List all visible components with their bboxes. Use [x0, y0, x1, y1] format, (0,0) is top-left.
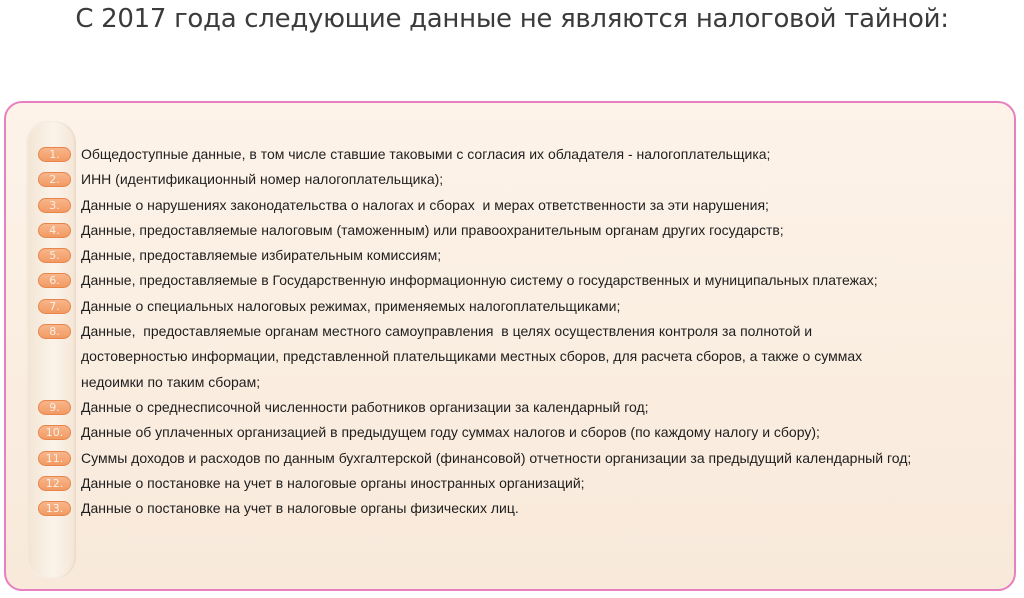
list-item: [38, 142, 1018, 167]
item-text: Данные об уплаченных организацией в предыдущем году суммах налогов и сборов (по каждому налогу и сбору);: [81, 424, 820, 441]
list-item: [38, 167, 1018, 192]
item-number-badge: 1.: [38, 147, 71, 162]
item-text: достоверностью информации, представленной плательщиками местных сборов, для расчета сборов, а также о суммах: [81, 348, 863, 365]
list-item: [38, 294, 1018, 319]
list-item: [38, 446, 1018, 471]
item-number-badge: 12.: [38, 476, 71, 491]
item-text: Данные о постановке на учет в налоговые органы иностранных организаций;: [81, 474, 585, 491]
item-text: Данные о нарушениях законодательства о налогах и сборах и мерах ответственности за эти нарушения;: [81, 196, 769, 213]
item-text: Данные о среднесписочной численности работников организации за календарный год;: [81, 398, 649, 415]
item-text: Суммы доходов и расходов по данным бухгалтерской (финансовой) отчетности организации за предыдущий календарный год;: [81, 449, 912, 466]
item-text: Общедоступные данные, в том числе ставшие таковыми с согласия их обладателя - налогоплательщика;: [81, 146, 771, 162]
item-number-badge: 3.: [38, 198, 71, 213]
item-text: Данные, предоставляемые органам местного самоуправления в целях осуществления контроля за полнотой и: [81, 323, 813, 340]
item-number-badge: 2.: [38, 172, 71, 187]
item-number-badge: 9.: [38, 400, 71, 415]
item-text: Данные, предоставляемые налоговым (таможенным) или правоохранительным органам других государств;: [81, 221, 784, 238]
page-title: С 2017 года следующие данные не являются налоговой тайной:: [75, 4, 949, 34]
item-number-badge: 8.: [38, 324, 71, 339]
item-text: недоимки по таким сборам;: [81, 373, 261, 390]
list-item: [38, 420, 1018, 445]
item-text: Данные о специальных налоговых режимах, применяемых налогоплательщиками;: [81, 297, 621, 314]
list-item: [38, 319, 1018, 395]
list-item: [38, 268, 1018, 293]
item-text: Данные о постановке на учет в налоговые органы физических лиц.: [81, 500, 519, 517]
list-item: [38, 496, 1018, 521]
list-item: [38, 243, 1018, 268]
item-text: Данные, предоставляемые избирательным комиссиям;: [81, 247, 442, 264]
list-item: [38, 218, 1018, 243]
item-number-badge: 11.: [38, 451, 71, 466]
item-number-badge: 13.: [38, 501, 71, 516]
list-item: [38, 471, 1018, 496]
item-number-badge: 5.: [38, 248, 71, 263]
item-number-badge: 7.: [38, 299, 71, 314]
item-text: Данные, предоставляемые в Государственную информационную систему о государственных и муниципальных платежах;: [81, 272, 878, 289]
list-item: [38, 193, 1018, 218]
item-list: [38, 142, 1018, 521]
list-item: [38, 395, 1018, 420]
item-number-badge: 10.: [38, 425, 71, 440]
item-number-badge: 4.: [38, 223, 71, 238]
item-text: ИНН (идентификационный номер налогоплательщика);: [81, 171, 444, 188]
item-number-badge: 6.: [38, 273, 71, 288]
